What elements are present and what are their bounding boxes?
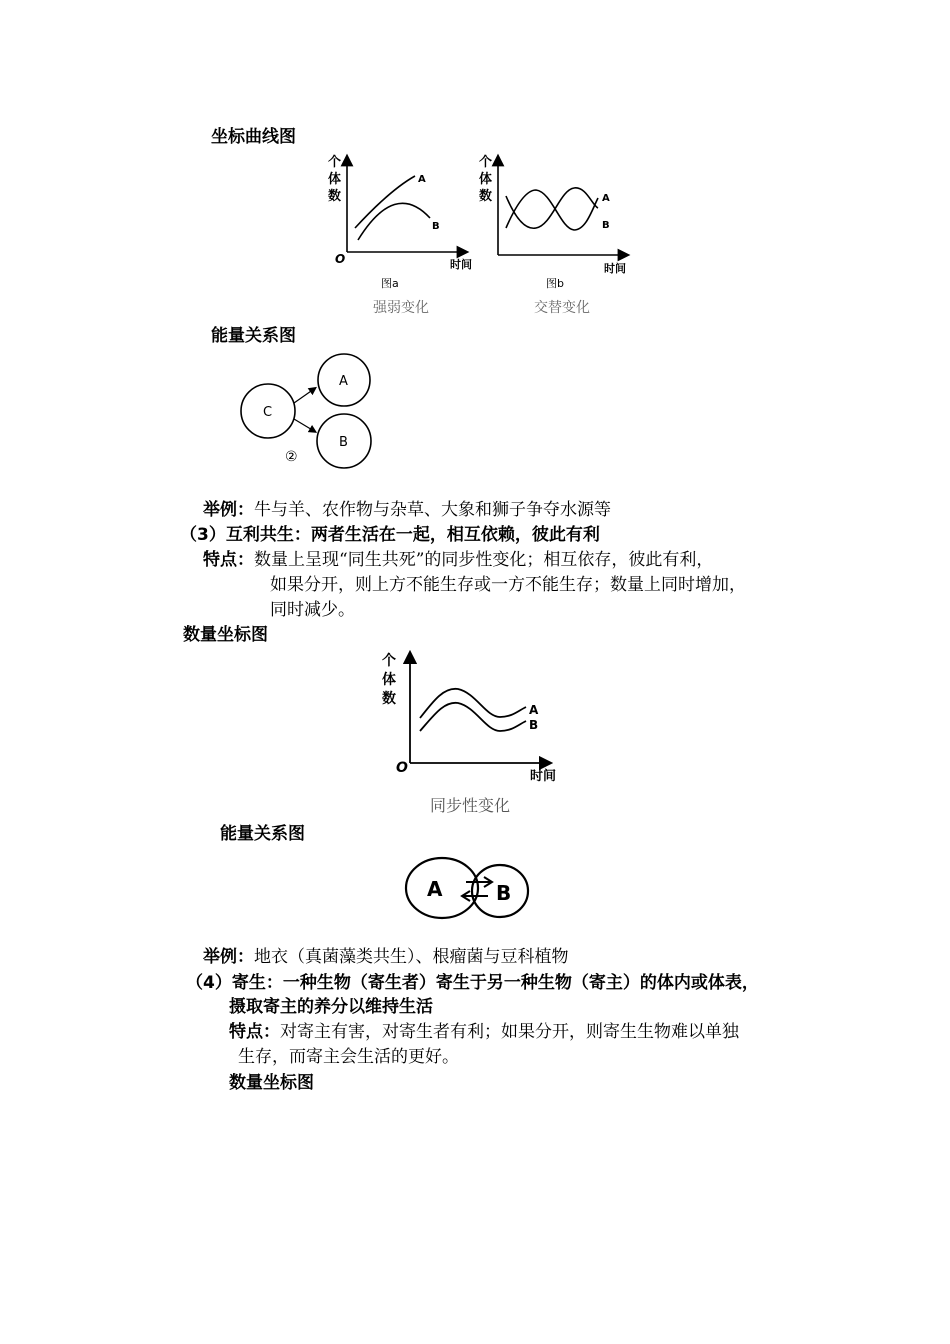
parasitism-feature-line: 生存，而寄主会生活的更好。 bbox=[238, 1047, 459, 1067]
figure-synchronous-change bbox=[368, 645, 568, 820]
example-label: 举例： bbox=[203, 500, 254, 520]
example-text: 牛与羊、农作物与杂草、大象和狮子争夺水源等 bbox=[254, 500, 611, 520]
figure-caption: 交替变化 bbox=[534, 300, 590, 316]
label-b: B bbox=[339, 435, 348, 450]
y-axis-label-char: 数 bbox=[479, 189, 493, 204]
parasitism-feature-line bbox=[229, 1021, 739, 1043]
series-label-a: A bbox=[529, 703, 539, 717]
feature-label: 特点： bbox=[229, 1022, 280, 1042]
figure-caption: 同步性变化 bbox=[430, 796, 511, 815]
energy-relationship-heading: 能量关系图 bbox=[220, 824, 305, 844]
label-b: B bbox=[496, 881, 512, 905]
feature-label: 特点： bbox=[203, 550, 254, 570]
curve-a bbox=[506, 188, 598, 228]
parasitism-heading: （4）寄生：一种生物（寄生者）寄生于另一种生物（寄主）的体内或体表， bbox=[186, 973, 759, 993]
y-axis-label-char: 体 bbox=[479, 172, 493, 187]
label-a: A bbox=[427, 877, 443, 901]
origin-label: O bbox=[396, 760, 408, 776]
label-c: C bbox=[263, 405, 273, 420]
feature-text: 对寄主有害，对寄生者有利；如果分开，则寄生生物难以单独 bbox=[280, 1022, 739, 1042]
y-axis-label-char: 体 bbox=[328, 172, 342, 187]
example-line-competition bbox=[203, 499, 611, 521]
curve-b bbox=[506, 190, 598, 230]
quantity-graph-heading: 数量坐标图 bbox=[229, 1073, 314, 1093]
y-axis-label-char: 体 bbox=[382, 672, 396, 688]
parasitism-heading-line2: 摄取寄主的养分以维持生活 bbox=[229, 997, 433, 1017]
series-label-b: B bbox=[432, 221, 440, 232]
feature-text: 数量上呈现“同生共死”的同步性变化；相互依存，彼此有利， bbox=[254, 550, 714, 570]
marker-2: ② bbox=[285, 449, 298, 465]
mutualism-feature-line bbox=[203, 549, 713, 571]
mutualism-heading: （3）互利共生：两者生活在一起，相互依赖，彼此有利 bbox=[180, 525, 600, 545]
mutualism-feature-line: 同时减少。 bbox=[270, 600, 355, 620]
curve-b bbox=[358, 203, 430, 240]
example-line-mutualism bbox=[203, 946, 569, 968]
y-axis-label-char: 个 bbox=[479, 155, 493, 170]
series-label-b: B bbox=[529, 718, 539, 732]
curve-b bbox=[420, 703, 526, 731]
origin-label: O bbox=[335, 252, 346, 266]
figure-a-strength-change bbox=[320, 150, 480, 320]
example-text: 地衣（真菌藻类共生）、根瘤菌与豆科植物 bbox=[254, 947, 569, 967]
arrow-c-to-b bbox=[294, 419, 314, 431]
series-label-a: A bbox=[418, 174, 426, 185]
sub-label: 图a bbox=[381, 277, 399, 290]
coordinate-curve-heading: 坐标曲线图 bbox=[211, 127, 296, 147]
y-axis-label-char: 数 bbox=[328, 189, 342, 204]
quantity-graph-heading: 数量坐标图 bbox=[183, 625, 268, 645]
y-axis-label-char: 数 bbox=[382, 691, 396, 707]
x-axis-label: 时间 bbox=[530, 769, 557, 784]
x-axis-label: 时间 bbox=[604, 262, 626, 275]
y-axis-label-char: 个 bbox=[382, 653, 396, 669]
energy-relationship-heading: 能量关系图 bbox=[211, 326, 296, 346]
x-axis-label: 时间 bbox=[450, 258, 472, 271]
series-label-b: B bbox=[602, 220, 610, 231]
energy-diagram-competition bbox=[230, 345, 390, 480]
mutualism-feature-line: 如果分开，则上方不能生存或一方不能生存；数量上同时增加， bbox=[270, 575, 746, 595]
sub-label: 图b bbox=[546, 277, 564, 290]
example-label: 举例： bbox=[203, 947, 254, 967]
arrow-c-to-a bbox=[294, 389, 314, 403]
y-axis-label-char: 个 bbox=[328, 155, 342, 170]
label-a: A bbox=[339, 374, 348, 389]
figure-caption: 强弱变化 bbox=[373, 300, 429, 316]
figure-b-alternating-change bbox=[474, 150, 644, 320]
energy-diagram-mutualism bbox=[400, 850, 535, 930]
series-label-a: A bbox=[602, 193, 610, 204]
curve-a bbox=[355, 176, 415, 228]
